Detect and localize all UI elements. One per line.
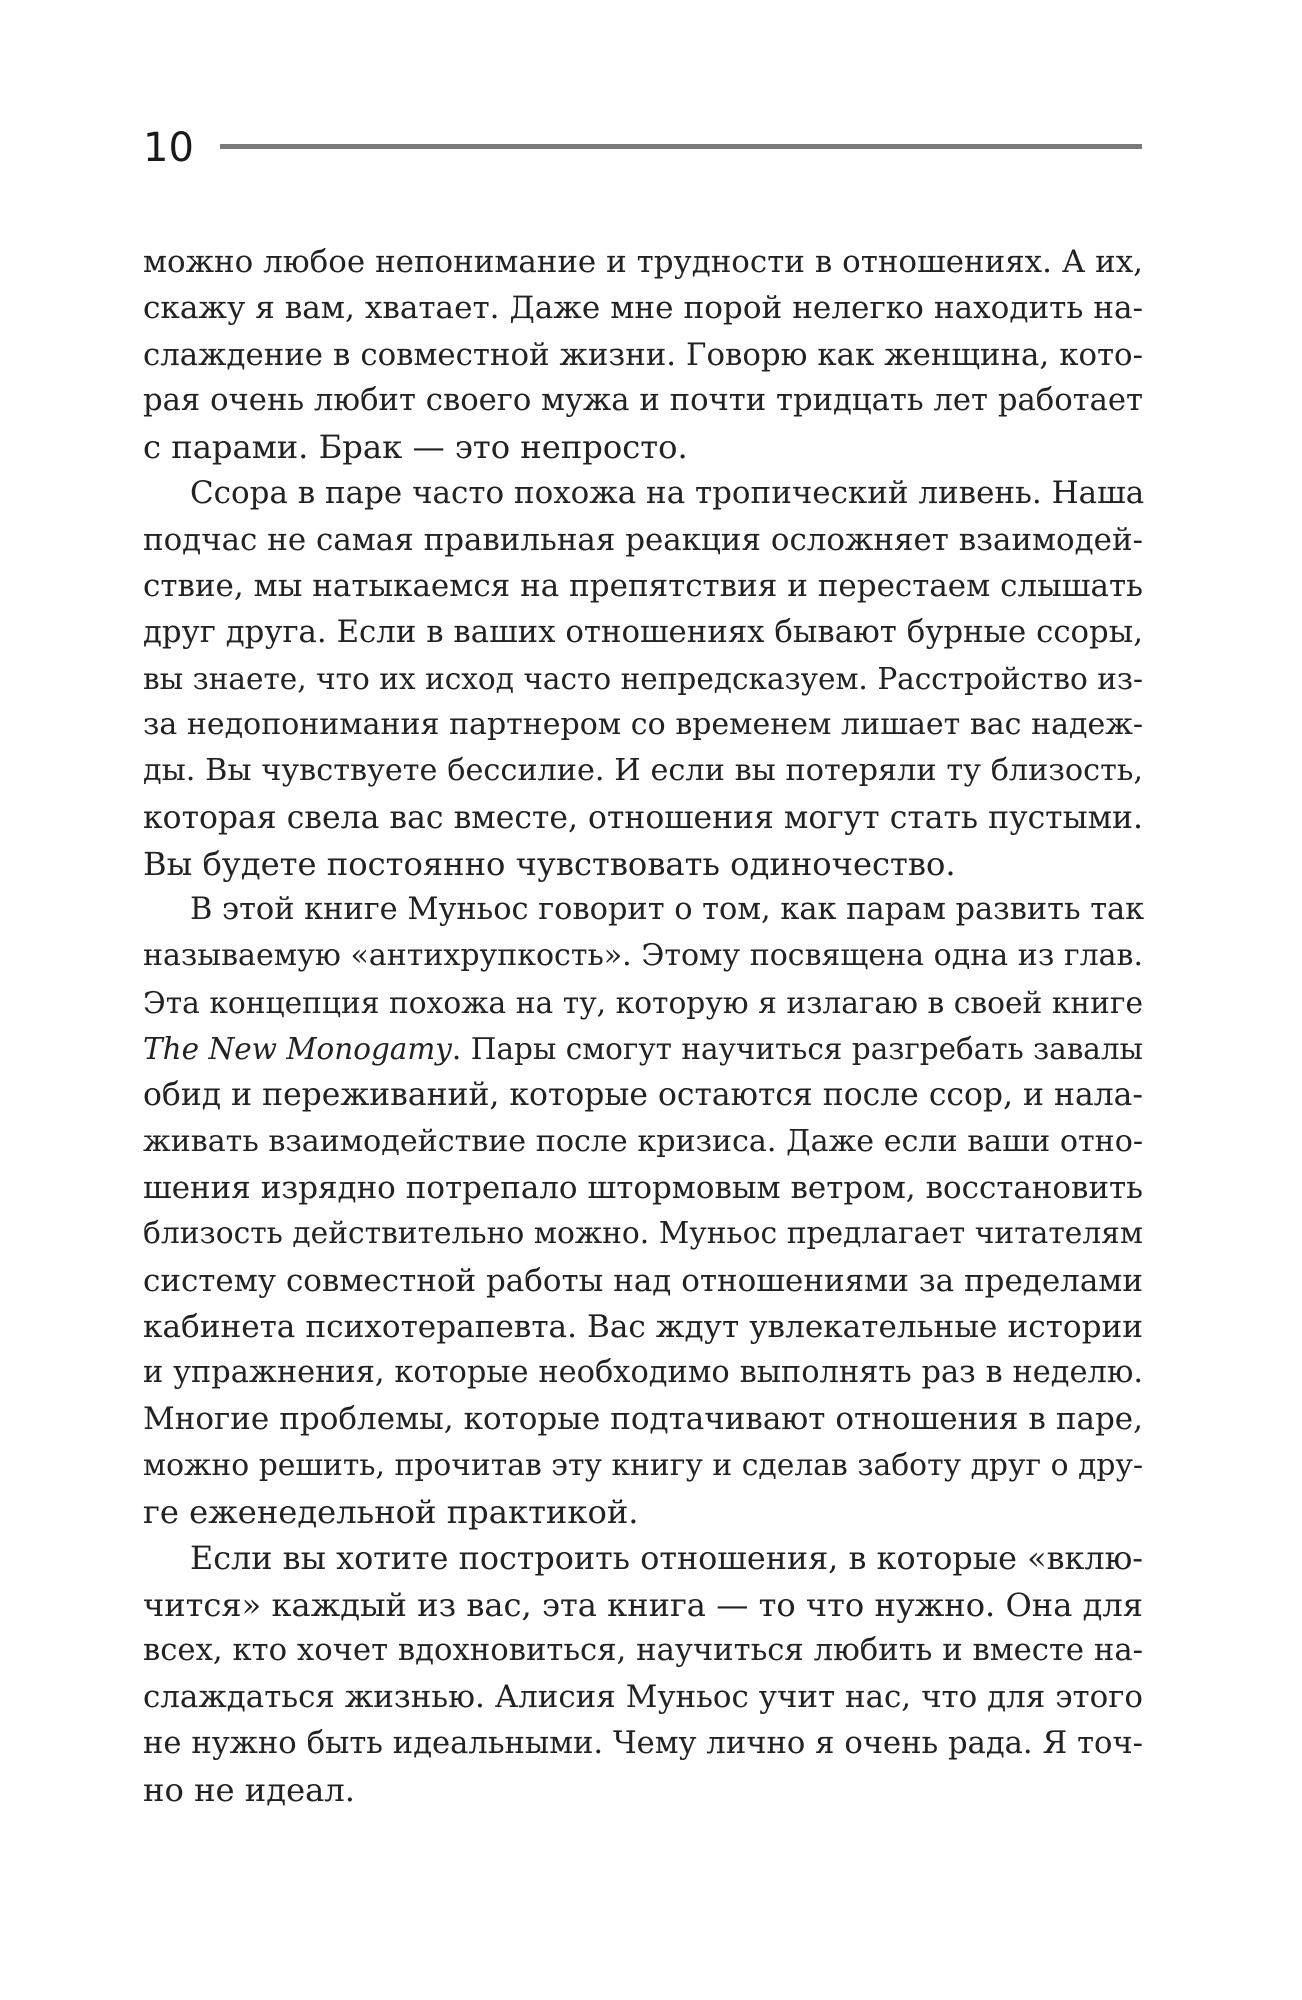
page-header <box>143 118 1143 178</box>
text-line: всех, кто хочет вдохновиться, научиться любить и вместе на- <box>143 1632 1143 1668</box>
text-line: и упражнения, которые необходимо выполнять раз в неделю. <box>143 1355 1143 1391</box>
text-line: друг друга. Если в ваших отношениях бывают бурные ссоры, <box>143 614 1143 651</box>
text-line: кабинета психотерапевта. Вас ждут увлекательные истории <box>143 1308 1143 1345</box>
text-line: скажу я вам, хватает. Даже мне порой нелегко находить на- <box>143 290 1143 327</box>
text-line: не нужно быть идеальными. Чему лично я очень рада. Я точ- <box>143 1725 1143 1761</box>
text-line: чится» каждый из вас, эта книга — то что нужно. Она для <box>143 1585 1143 1624</box>
text-line: с парами. Брак — это непросто. <box>143 428 688 467</box>
text-line: шения изрядно потрепало штормовым ветром, восстановить <box>143 1169 1143 1206</box>
book-title: The New Monogamy <box>143 1032 452 1067</box>
text-line: обид и переживаний, которые остаются после ссор, и нала- <box>143 1077 1143 1114</box>
text-line: ды. Вы чувствуете бессилие. И если вы потеряли ту близость, <box>143 753 1143 789</box>
text-fragment: . Пары смогут научиться разгребать завалы <box>451 1032 1143 1067</box>
text-line: рая очень любит своего мужа и почти тридцать лет работает <box>143 382 1143 418</box>
text-line: слаждаться жизнью. Алисия Муньос учит нас, что для этого <box>143 1679 1143 1716</box>
text-line: слаждение в совместной жизни. Говорю как женщина, кото- <box>143 336 1143 373</box>
paragraph-2 <box>143 470 1143 887</box>
paragraph-1 <box>143 239 1143 470</box>
text-line: Ссора в паре часто похожа на тропический ливень. Наша <box>190 475 1145 512</box>
text-line: Вы будете постоянно чувствовать одиночество. <box>143 844 956 883</box>
text-line: называемую «антихрупкость». Этому посвящена одна из глав. <box>143 938 1143 974</box>
text-line: Эта концепция похожа на ту, которую я излагаю в своей книге <box>143 984 1143 1020</box>
text-line: Если вы хотите построить отношения, в которые «вклю- <box>190 1539 1143 1578</box>
page-number: 10 <box>143 125 194 171</box>
text-line: Многие проблемы, которые подтачивают отношения в паре, <box>143 1401 1143 1438</box>
text-line: которая свела вас вместе, отношения могут стать пустыми. <box>143 799 1143 836</box>
text-line: живать взаимодействие после кризиса. Даже если ваши отно- <box>143 1123 1143 1159</box>
text-line: можно любое непонимание и трудности в отношениях. А их, <box>143 244 1143 280</box>
text-line: за недопонимания партнером со временем лишает вас надеж- <box>143 706 1143 742</box>
text-line: подчас не самая правильная реакция осложняет взаимодей- <box>143 521 1143 558</box>
text-line: ствие, мы натыкаемся на препятствия и перестаем слышать <box>143 568 1143 605</box>
paragraph-3 <box>143 887 1143 1535</box>
text-line-with-title <box>143 1026 1143 1072</box>
text-line: В этой книге Муньос говорит о том, как парам развить так <box>190 892 1145 928</box>
text-line: вы знаете, что их исход часто непредсказуем. Расстройство из- <box>143 661 1143 696</box>
text-line: ге еженедельной практикой. <box>143 1493 639 1532</box>
text-line: близость действительно можно. Муньос предлагает читателям <box>143 1216 1143 1252</box>
paragraph-4 <box>143 1535 1143 1813</box>
header-rule <box>220 144 1142 149</box>
text-line: можно решить, прочитав эту книгу и сделав заботу друг о дру- <box>143 1447 1143 1483</box>
text-line: но не идеал. <box>143 1770 355 1809</box>
text-line: систему совместной работы над отношениями за пределами <box>143 1262 1143 1299</box>
page-body <box>143 239 1143 1813</box>
